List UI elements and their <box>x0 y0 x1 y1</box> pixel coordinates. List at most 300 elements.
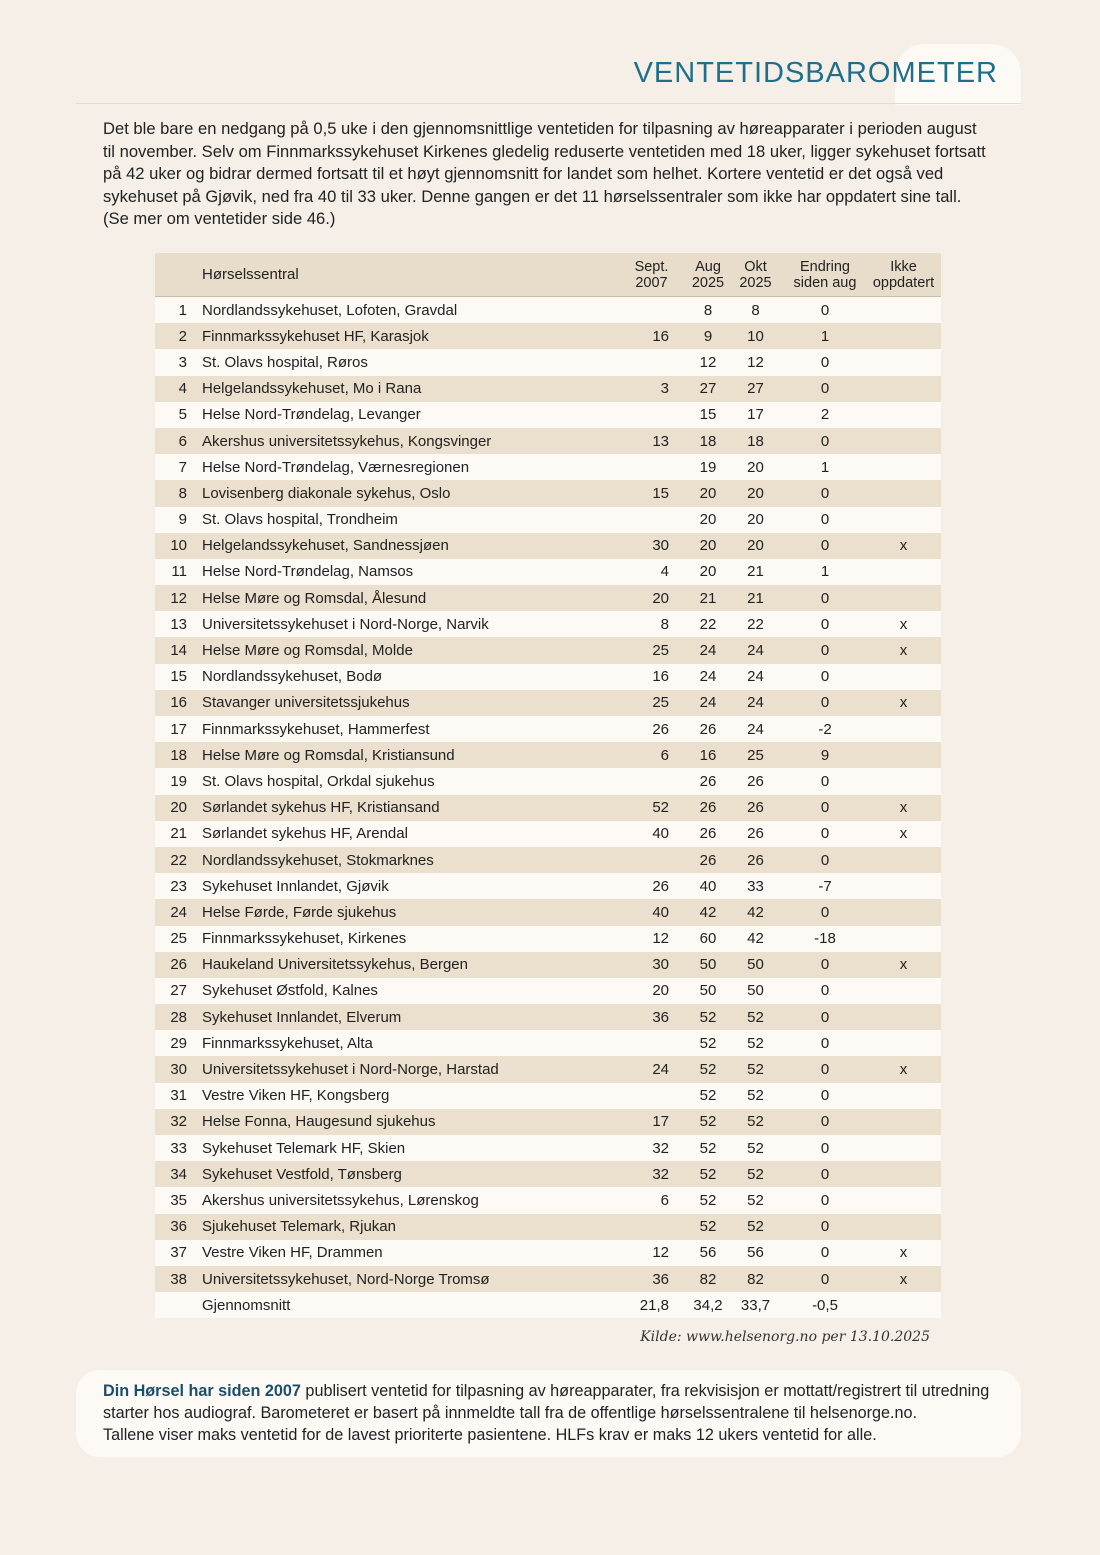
table-row <box>155 585 941 611</box>
cell-sept2007: 15 <box>614 480 689 506</box>
cell-not-updated <box>866 847 941 873</box>
cell-change: -7 <box>784 873 866 899</box>
cell-name: Helse Møre og Romsdal, Kristiansund <box>201 742 614 768</box>
cell-aug2025: 16 <box>689 742 727 768</box>
cell-okt2025: 50 <box>727 978 784 1004</box>
table-row <box>155 899 941 925</box>
cell-not-updated: x <box>866 1056 941 1082</box>
intro-line: Det ble bare en nedgang på 0,5 uke i den gjennomsnittlige ventetiden for tilpasning av høreapparater i perioden august <box>103 119 977 138</box>
cell-name: Finnmarkssykehuset, Alta <box>201 1030 614 1056</box>
cell-aug2025: 20 <box>689 559 727 585</box>
cell-aug2025: 26 <box>689 768 727 794</box>
table-row <box>155 1161 941 1187</box>
intro-paragraph <box>103 118 993 231</box>
cell-name: Sykehuset Østfold, Kalnes <box>201 978 614 1004</box>
cell-okt2025: 42 <box>727 899 784 925</box>
cell-rank: 12 <box>155 585 201 611</box>
cell-aug2025: 52 <box>689 1004 727 1030</box>
cell-aug2025: 52 <box>689 1109 727 1135</box>
cell-name: Helgelandssykehuset, Sandnessjøen <box>201 533 614 559</box>
cell-change: 2 <box>784 402 866 428</box>
cell-sept2007 <box>614 1083 689 1109</box>
cell-not-updated <box>866 1004 941 1030</box>
cell-okt2025: 56 <box>727 1240 784 1266</box>
cell-aug2025: 26 <box>689 847 727 873</box>
cell-change: 0 <box>784 847 866 873</box>
table-row <box>155 716 941 742</box>
cell-aug2025: 12 <box>689 349 727 375</box>
cell-not-updated <box>866 559 941 585</box>
cell-aug2025: 26 <box>689 821 727 847</box>
table-row <box>155 1135 941 1161</box>
cell-sept2007 <box>614 1030 689 1056</box>
cell-change: 0 <box>784 533 866 559</box>
cell-okt2025: 24 <box>727 664 784 690</box>
cell-rank: 28 <box>155 1004 201 1030</box>
cell-okt2025: 26 <box>727 847 784 873</box>
cell-change: 0 <box>784 611 866 637</box>
cell-name: Finnmarkssykehuset HF, Karasjok <box>201 323 614 349</box>
cell-okt2025: 52 <box>727 1109 784 1135</box>
cell-not-updated <box>866 454 941 480</box>
cell-okt2025: 17 <box>727 402 784 428</box>
header-okt2025: Okt 2025 <box>727 253 784 297</box>
cell-sept2007: 25 <box>614 637 689 663</box>
cell-name: Nordlandssykehuset, Stokmarknes <box>201 847 614 873</box>
cell-okt2025: 50 <box>727 952 784 978</box>
cell-sept2007: 12 <box>614 926 689 952</box>
cell-change: 0 <box>784 1083 866 1109</box>
cell-name: Akershus universitetssykehus, Kongsvinger <box>201 428 614 454</box>
cell-okt2025: 20 <box>727 507 784 533</box>
cell-sept2007 <box>614 1214 689 1240</box>
cell-sept2007 <box>614 847 689 873</box>
cell-sept2007: 40 <box>614 899 689 925</box>
cell-change: -18 <box>784 926 866 952</box>
cell-sept2007: 20 <box>614 585 689 611</box>
cell-not-updated: x <box>866 637 941 663</box>
header-sept2007: Sept. 2007 <box>614 253 689 297</box>
table-row <box>155 611 941 637</box>
cell-okt2025: 52 <box>727 1056 784 1082</box>
cell-name: St. Olavs hospital, Røros <box>201 349 614 375</box>
cell-name: St. Olavs hospital, Trondheim <box>201 507 614 533</box>
cell-not-updated: x <box>866 1266 941 1292</box>
table-row <box>155 1004 941 1030</box>
table-row <box>155 978 941 1004</box>
cell-sept2007: 6 <box>614 742 689 768</box>
cell-aug2025: 52 <box>689 1056 727 1082</box>
cell-change: 0 <box>784 795 866 821</box>
cell-okt2025: 12 <box>727 349 784 375</box>
cell-name: Sykehuset Innlandet, Elverum <box>201 1004 614 1030</box>
footer-text <box>103 1380 1003 1446</box>
cell-aug2025: 20 <box>689 480 727 506</box>
cell-okt2025: 8 <box>727 297 784 324</box>
cell-not-updated <box>866 1214 941 1240</box>
cell-aug2025: 42 <box>689 899 727 925</box>
cell-change: 0 <box>784 821 866 847</box>
cell-name: Vestre Viken HF, Drammen <box>201 1240 614 1266</box>
header-change: Endring siden aug <box>784 253 866 297</box>
cell-sept2007: 16 <box>614 664 689 690</box>
cell-sept2007: 36 <box>614 1266 689 1292</box>
cell-not-updated <box>866 1083 941 1109</box>
cell-okt2025: 24 <box>727 637 784 663</box>
cell-rank: 1 <box>155 297 201 324</box>
cell-name: Sørlandet sykehus HF, Kristiansand <box>201 795 614 821</box>
cell-rank: 15 <box>155 664 201 690</box>
cell-name: Universitetssykehuset i Nord-Norge, Harstad <box>201 1056 614 1082</box>
cell-change: 0 <box>784 1135 866 1161</box>
cell-not-updated <box>866 1030 941 1056</box>
cell-aug2025: 52 <box>689 1187 727 1213</box>
cell-rank: 21 <box>155 821 201 847</box>
cell-rank: 8 <box>155 480 201 506</box>
cell-change: 0 <box>784 297 866 324</box>
page-title: VENTETIDSBAROMETER <box>633 57 998 89</box>
cell-sept2007 <box>614 297 689 324</box>
cell-not-updated <box>866 297 941 324</box>
cell-not-updated <box>866 742 941 768</box>
cell-okt2025: 52 <box>727 1135 784 1161</box>
table-row <box>155 1083 941 1109</box>
table-row <box>155 637 941 663</box>
table-header-row <box>155 253 941 297</box>
table-row <box>155 873 941 899</box>
table-row <box>155 1187 941 1213</box>
cell-rank: 6 <box>155 428 201 454</box>
cell-rank: 16 <box>155 690 201 716</box>
cell-name: Vestre Viken HF, Kongsberg <box>201 1083 614 1109</box>
cell-okt2025: 26 <box>727 821 784 847</box>
cell-sept2007 <box>614 402 689 428</box>
cell-change: 0 <box>784 1240 866 1266</box>
cell-name: Lovisenberg diakonale sykehus, Oslo <box>201 480 614 506</box>
source-note: Kilde: www.helsenorg.no per 13.10.2025 <box>640 1329 930 1345</box>
cell-name: Sykehuset Innlandet, Gjøvik <box>201 873 614 899</box>
cell-rank: 35 <box>155 1187 201 1213</box>
cell-aug2025: 56 <box>689 1240 727 1266</box>
cell-sept2007: 30 <box>614 952 689 978</box>
table-row <box>155 1240 941 1266</box>
cell-aug2025: 26 <box>689 716 727 742</box>
table-row <box>155 376 941 402</box>
cell-sept2007: 40 <box>614 821 689 847</box>
cell-rank: 10 <box>155 533 201 559</box>
cell-change: 0 <box>784 690 866 716</box>
cell-sept2007: 52 <box>614 795 689 821</box>
cell-okt2025: 24 <box>727 716 784 742</box>
cell-sept2007: 13 <box>614 428 689 454</box>
header-not-updated: Ikke oppdatert <box>866 253 941 297</box>
cell-rank: 19 <box>155 768 201 794</box>
cell-change: -0,5 <box>784 1292 866 1318</box>
cell-aug2025: 8 <box>689 297 727 324</box>
cell-aug2025: 52 <box>689 1135 727 1161</box>
cell-name: Sykehuset Telemark HF, Skien <box>201 1135 614 1161</box>
cell-rank: 14 <box>155 637 201 663</box>
intro-line: på 42 uker og bidrar dermed fortsatt til et høyt gjennomsnitt for landet som helhet. Kortere ventetid er det også ved <box>103 164 944 183</box>
cell-sept2007 <box>614 349 689 375</box>
cell-name: Helse Førde, Førde sjukehus <box>201 899 614 925</box>
cell-okt2025: 42 <box>727 926 784 952</box>
cell-not-updated <box>866 926 941 952</box>
cell-name: Sjukehuset Telemark, Rjukan <box>201 1214 614 1240</box>
cell-rank: 11 <box>155 559 201 585</box>
cell-name: Haukeland Universitetssykehus, Bergen <box>201 952 614 978</box>
cell-rank: 3 <box>155 349 201 375</box>
table-row <box>155 1292 941 1318</box>
cell-name: St. Olavs hospital, Orkdal sjukehus <box>201 768 614 794</box>
cell-aug2025: 82 <box>689 1266 727 1292</box>
cell-rank: 17 <box>155 716 201 742</box>
cell-not-updated <box>866 1187 941 1213</box>
cell-aug2025: 18 <box>689 428 727 454</box>
cell-aug2025: 15 <box>689 402 727 428</box>
table-row <box>155 847 941 873</box>
cell-sept2007 <box>614 768 689 794</box>
cell-not-updated: x <box>866 952 941 978</box>
cell-change: 0 <box>784 376 866 402</box>
cell-rank: 34 <box>155 1161 201 1187</box>
cell-okt2025: 20 <box>727 480 784 506</box>
cell-name: Helse Nord-Trøndelag, Levanger <box>201 402 614 428</box>
cell-sept2007: 20 <box>614 978 689 1004</box>
cell-not-updated <box>866 716 941 742</box>
cell-not-updated: x <box>866 611 941 637</box>
cell-okt2025: 24 <box>727 690 784 716</box>
cell-change: 0 <box>784 978 866 1004</box>
cell-okt2025: 22 <box>727 611 784 637</box>
cell-okt2025: 25 <box>727 742 784 768</box>
cell-rank: 20 <box>155 795 201 821</box>
cell-okt2025: 52 <box>727 1187 784 1213</box>
cell-name: Stavanger universitetssjukehus <box>201 690 614 716</box>
cell-aug2025: 50 <box>689 952 727 978</box>
cell-name: Helse Møre og Romsdal, Ålesund <box>201 585 614 611</box>
table-row <box>155 428 941 454</box>
cell-not-updated <box>866 507 941 533</box>
cell-sept2007 <box>614 507 689 533</box>
cell-okt2025: 18 <box>727 428 784 454</box>
cell-rank: 32 <box>155 1109 201 1135</box>
cell-change: 0 <box>784 1030 866 1056</box>
cell-not-updated: x <box>866 533 941 559</box>
header-aug2025: Aug 2025 <box>689 253 727 297</box>
cell-name: Akershus universitetssykehus, Lørenskog <box>201 1187 614 1213</box>
cell-okt2025: 26 <box>727 795 784 821</box>
cell-aug2025: 52 <box>689 1083 727 1109</box>
table-row <box>155 742 941 768</box>
cell-okt2025: 52 <box>727 1161 784 1187</box>
cell-rank: 23 <box>155 873 201 899</box>
intro-line: sykehuset på Gjøvik, ned fra 40 til 33 uker. Denne gangen er det 11 hørselssentraler som ikke har oppdatert sine tall. <box>103 186 962 206</box>
cell-okt2025: 33,7 <box>727 1292 784 1318</box>
cell-name: Helgelandssykehuset, Mo i Rana <box>201 376 614 402</box>
cell-not-updated <box>866 323 941 349</box>
footer-line-rest: publisert ventetid for tilpasning av høreapparater, fra rekvisisjon er mottatt/registrert til utredning <box>300 1382 990 1400</box>
cell-change: 0 <box>784 349 866 375</box>
cell-sept2007: 3 <box>614 376 689 402</box>
table-row <box>155 795 941 821</box>
cell-change: 0 <box>784 1214 866 1240</box>
cell-aug2025: 40 <box>689 873 727 899</box>
cell-sept2007: 32 <box>614 1135 689 1161</box>
cell-rank: 7 <box>155 454 201 480</box>
cell-change: 0 <box>784 585 866 611</box>
cell-not-updated <box>866 480 941 506</box>
cell-rank: 37 <box>155 1240 201 1266</box>
cell-rank: 22 <box>155 847 201 873</box>
cell-aug2025: 21 <box>689 585 727 611</box>
cell-rank: 29 <box>155 1030 201 1056</box>
cell-aug2025: 50 <box>689 978 727 1004</box>
table-row <box>155 690 941 716</box>
cell-rank: 13 <box>155 611 201 637</box>
cell-name: Gjennomsnitt <box>201 1292 614 1318</box>
header-divider <box>76 103 1021 104</box>
cell-rank <box>155 1292 201 1318</box>
cell-aug2025: 52 <box>689 1161 727 1187</box>
table-row <box>155 1109 941 1135</box>
cell-aug2025: 27 <box>689 376 727 402</box>
cell-name: Helse Nord-Trøndelag, Namsos <box>201 559 614 585</box>
cell-not-updated: x <box>866 795 941 821</box>
cell-rank: 18 <box>155 742 201 768</box>
cell-not-updated <box>866 376 941 402</box>
cell-not-updated <box>866 349 941 375</box>
cell-change: 0 <box>784 1004 866 1030</box>
cell-not-updated <box>866 402 941 428</box>
cell-aug2025: 24 <box>689 690 727 716</box>
cell-change: 0 <box>784 637 866 663</box>
cell-okt2025: 52 <box>727 1214 784 1240</box>
cell-not-updated <box>866 664 941 690</box>
cell-sept2007 <box>614 454 689 480</box>
cell-change: 0 <box>784 952 866 978</box>
cell-change: 0 <box>784 899 866 925</box>
cell-sept2007: 25 <box>614 690 689 716</box>
table-row <box>155 1266 941 1292</box>
cell-not-updated <box>866 768 941 794</box>
cell-rank: 31 <box>155 1083 201 1109</box>
cell-okt2025: 52 <box>727 1030 784 1056</box>
footer-line: starter hos audiograf. Barometeret er basert på innmeldte tall fra de offentlige hørselssentralene til helsenorge.no. <box>103 1404 918 1422</box>
cell-change: 1 <box>784 559 866 585</box>
cell-change: 1 <box>784 454 866 480</box>
cell-not-updated: x <box>866 1240 941 1266</box>
cell-aug2025: 9 <box>689 323 727 349</box>
waiting-time-table <box>155 253 941 1318</box>
cell-not-updated <box>866 978 941 1004</box>
cell-rank: 25 <box>155 926 201 952</box>
cell-change: -2 <box>784 716 866 742</box>
cell-name: Helse Fonna, Haugesund sjukehus <box>201 1109 614 1135</box>
cell-not-updated <box>866 428 941 454</box>
table-row <box>155 323 941 349</box>
cell-change: 0 <box>784 1161 866 1187</box>
cell-okt2025: 26 <box>727 768 784 794</box>
cell-sept2007: 17 <box>614 1109 689 1135</box>
cell-rank: 27 <box>155 978 201 1004</box>
cell-okt2025: 27 <box>727 376 784 402</box>
cell-change: 0 <box>784 768 866 794</box>
cell-name: Helse Nord-Trøndelag, Værnesregionen <box>201 454 614 480</box>
cell-not-updated <box>866 899 941 925</box>
cell-okt2025: 20 <box>727 454 784 480</box>
cell-okt2025: 33 <box>727 873 784 899</box>
cell-aug2025: 60 <box>689 926 727 952</box>
table-row <box>155 664 941 690</box>
footer-lead: Din Hørsel har siden 2007 <box>103 1382 301 1400</box>
cell-change: 0 <box>784 507 866 533</box>
table-row <box>155 821 941 847</box>
cell-change: 0 <box>784 428 866 454</box>
cell-rank: 36 <box>155 1214 201 1240</box>
cell-aug2025: 34,2 <box>689 1292 727 1318</box>
cell-rank: 26 <box>155 952 201 978</box>
cell-not-updated: x <box>866 690 941 716</box>
header-rank <box>155 253 201 297</box>
cell-sept2007: 30 <box>614 533 689 559</box>
cell-okt2025: 21 <box>727 585 784 611</box>
cell-change: 0 <box>784 1266 866 1292</box>
footer-line: Tallene viser maks ventetid for de lavest prioriterte pasientene. HLFs krav er maks 12 ukers ventetid for alle. <box>103 1426 877 1444</box>
cell-rank: 38 <box>155 1266 201 1292</box>
cell-okt2025: 82 <box>727 1266 784 1292</box>
cell-not-updated <box>866 1109 941 1135</box>
cell-not-updated <box>866 1292 941 1318</box>
cell-okt2025: 52 <box>727 1083 784 1109</box>
cell-sept2007: 24 <box>614 1056 689 1082</box>
cell-sept2007: 12 <box>614 1240 689 1266</box>
cell-aug2025: 20 <box>689 507 727 533</box>
cell-not-updated: x <box>866 821 941 847</box>
cell-change: 1 <box>784 323 866 349</box>
cell-change: 0 <box>784 664 866 690</box>
table-row <box>155 1056 941 1082</box>
table-row <box>155 1214 941 1240</box>
cell-rank: 5 <box>155 402 201 428</box>
cell-aug2025: 24 <box>689 664 727 690</box>
table-row <box>155 507 941 533</box>
cell-change: 0 <box>784 1109 866 1135</box>
table-row <box>155 768 941 794</box>
cell-okt2025: 20 <box>727 533 784 559</box>
cell-aug2025: 52 <box>689 1214 727 1240</box>
intro-line: (Se mer om ventetider side 46.) <box>103 209 336 228</box>
cell-name: Sørlandet sykehus HF, Arendal <box>201 821 614 847</box>
cell-change: 0 <box>784 1056 866 1082</box>
cell-name: Universitetssykehuset, Nord-Norge Tromsø <box>201 1266 614 1292</box>
cell-rank: 24 <box>155 899 201 925</box>
cell-aug2025: 26 <box>689 795 727 821</box>
cell-name: Nordlandssykehuset, Bodø <box>201 664 614 690</box>
header-name: Hørselssentral <box>201 253 614 297</box>
cell-not-updated <box>866 1161 941 1187</box>
footer-line <box>103 1380 1003 1402</box>
cell-change: 0 <box>784 480 866 506</box>
cell-okt2025: 52 <box>727 1004 784 1030</box>
cell-aug2025: 22 <box>689 611 727 637</box>
table-row <box>155 297 941 324</box>
cell-sept2007: 6 <box>614 1187 689 1213</box>
cell-sept2007: 16 <box>614 323 689 349</box>
cell-not-updated <box>866 1135 941 1161</box>
cell-aug2025: 19 <box>689 454 727 480</box>
cell-name: Finnmarkssykehuset, Kirkenes <box>201 926 614 952</box>
